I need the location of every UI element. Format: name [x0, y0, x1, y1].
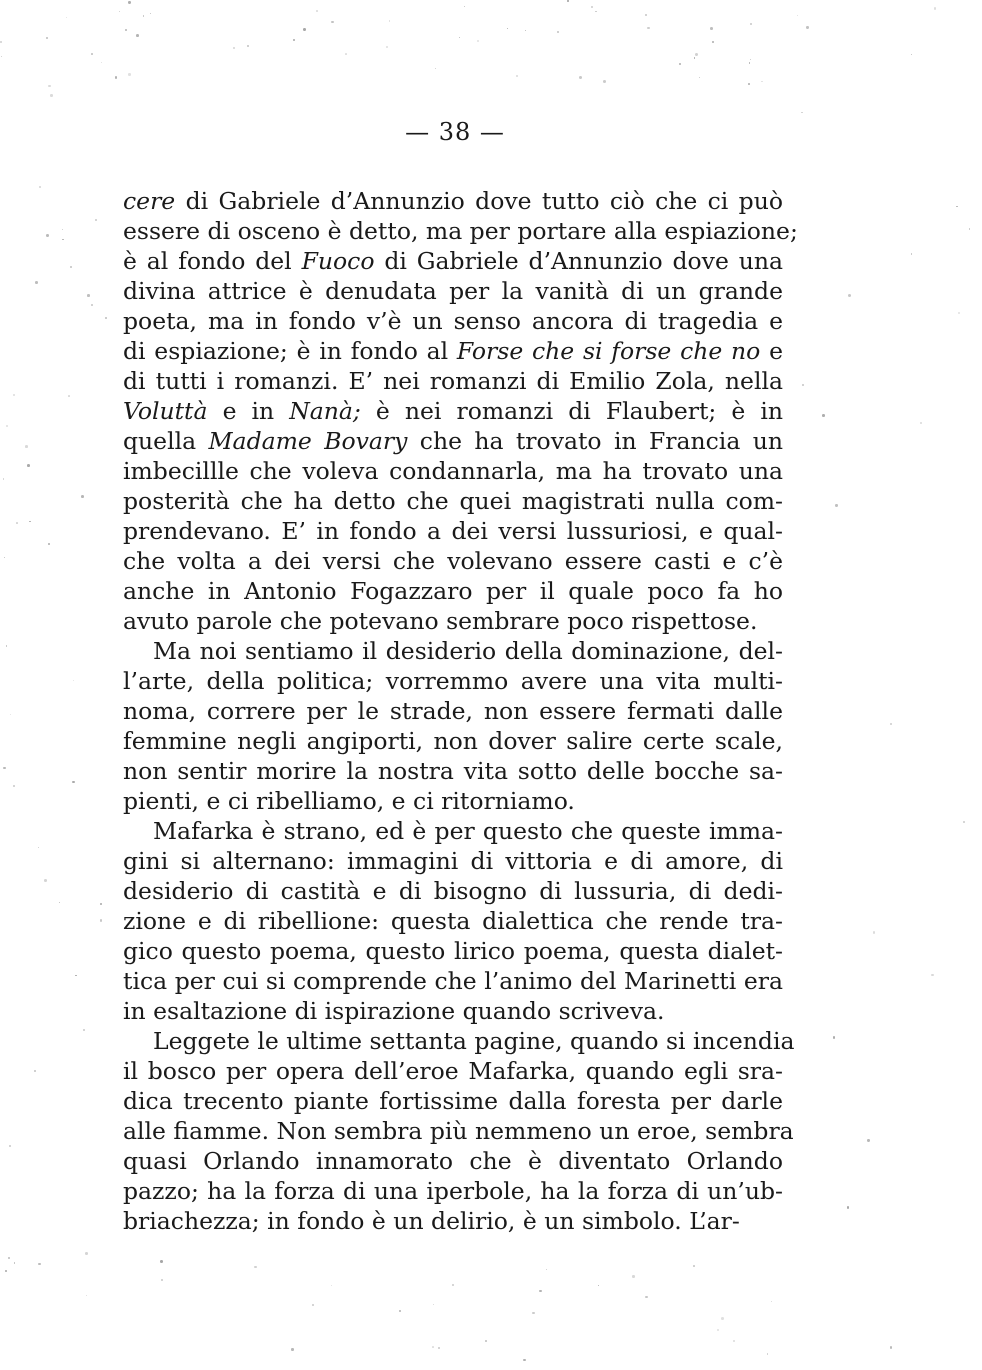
scan-speck — [694, 57, 696, 59]
scan-speck — [749, 62, 750, 63]
scan-speck — [477, 40, 479, 42]
scan-speck — [931, 974, 933, 976]
scan-speck — [38, 847, 39, 848]
text-line — [123, 696, 783, 726]
body-text — [123, 186, 798, 1236]
text-run: prendevano. E’ in fondo a dei versi lussuriosi, e qual- — [123, 517, 783, 545]
scan-speck — [95, 219, 97, 221]
scan-speck — [963, 821, 965, 823]
text-run: pazzo; ha la forza di una iperbole, ha la forza di un’ub- — [123, 1177, 783, 1205]
scan-speck — [143, 15, 145, 17]
text-run: Ma noi sentiamo il desiderio della dominazione, del- — [153, 637, 783, 665]
text-line — [123, 486, 783, 516]
scan-speck — [399, 1310, 401, 1312]
scan-speck — [91, 304, 93, 306]
scan-speck — [532, 1312, 535, 1315]
text-line — [123, 966, 783, 996]
text-run: gico questo poema, questo lirico poema, questa dialet- — [123, 937, 783, 965]
text-line — [123, 396, 783, 426]
scan-speck — [128, 1, 130, 3]
text-run: in esaltazione di ispirazione quando scriveva. — [123, 997, 665, 1025]
text-line — [123, 1146, 783, 1176]
scan-speck — [873, 931, 876, 934]
scan-speck — [27, 464, 30, 467]
scan-speck — [70, 266, 73, 269]
scan-speck — [934, 7, 937, 10]
text-line — [123, 576, 783, 606]
scan-speck — [911, 253, 912, 254]
text-line — [123, 426, 783, 456]
text-run: è al fondo del — [123, 247, 302, 275]
text-line — [123, 276, 783, 306]
scan-speck — [136, 34, 139, 37]
scan-speck — [464, 6, 465, 7]
scan-speck — [303, 28, 306, 31]
scan-speck — [833, 1036, 835, 1038]
scan-speck — [86, 1295, 87, 1296]
scan-speck — [717, 1329, 719, 1331]
text-run: e — [760, 337, 783, 365]
italic-title: Forse che si forse che no — [456, 337, 761, 365]
text-run: quella — [123, 427, 209, 455]
scan-speck — [331, 21, 333, 23]
scan-speck — [25, 445, 28, 448]
scan-speck — [595, 11, 597, 13]
scan-speck — [710, 27, 713, 30]
text-run: noma, correre per le strade, non essere fermati dalle — [123, 697, 783, 725]
text-run: divina attrice è denudata per la vanità di un grande — [123, 277, 783, 305]
scan-speck — [956, 206, 957, 207]
text-line — [123, 816, 783, 846]
italic-title: Nanà; — [289, 397, 361, 425]
text-line — [123, 756, 783, 786]
scan-speck — [100, 903, 102, 905]
scan-speck — [645, 14, 647, 16]
scan-speck — [160, 1260, 163, 1263]
scan-speck — [125, 29, 127, 31]
scan-speck — [46, 37, 48, 39]
scan-speck — [890, 1346, 892, 1348]
text-run: avuto parole che potevano sembrare poco rispettose. — [123, 607, 758, 635]
scan-speck — [59, 902, 60, 903]
scan-speck — [890, 723, 892, 725]
scan-speck — [546, 1269, 547, 1270]
text-line — [123, 366, 783, 396]
scan-speck — [733, 1340, 735, 1342]
scan-speck — [331, 1285, 332, 1286]
text-line — [123, 336, 783, 366]
text-run: zione e di ribellione: questa dialettica che rende tra- — [123, 907, 783, 935]
text-run: di tutti i romanzi. E’ nei romanzi di Emilio Zola, nella — [123, 367, 783, 395]
scan-speck — [433, 1304, 435, 1306]
scan-speck — [507, 28, 508, 29]
scan-speck — [46, 234, 49, 237]
text-run: alle fiamme. Non sembra più nemmeno un eroe, sembra — [123, 1117, 794, 1145]
text-line — [123, 456, 783, 486]
scan-speck — [452, 1284, 454, 1286]
scan-speck — [62, 239, 64, 241]
text-run: posterità che ha detto che quei magistrati nulla com- — [123, 487, 783, 515]
scan-speck — [761, 81, 763, 83]
scan-speck — [3, 478, 5, 480]
text-line — [123, 1176, 783, 1206]
text-line — [123, 306, 783, 336]
text-run: briachezza; in fondo è un delirio, è un simbolo. L’ar- — [123, 1207, 740, 1235]
scan-speck — [1, 56, 2, 57]
text-run: di Gabriele d’Annunzio dove tutto ciò che ci può — [175, 187, 783, 215]
scan-speck — [75, 975, 77, 977]
scan-speck — [100, 919, 103, 922]
scan-speck — [4, 557, 5, 558]
scan-speck — [38, 1263, 41, 1266]
scan-speck — [50, 94, 52, 96]
scan-speck — [39, 186, 42, 189]
scan-speck — [9, 1145, 11, 1147]
scan-speck — [920, 422, 922, 424]
scan-speck — [693, 1265, 695, 1267]
scan-speck — [8, 1257, 10, 1259]
text-run: imbecillle che voleva condannarla, ma ha trovato una — [123, 457, 783, 485]
text-line — [123, 186, 783, 216]
italic-title: Voluttà — [123, 397, 208, 425]
scan-speck — [435, 68, 436, 69]
text-run: che volta a dei versi che volevano essere casti e c’è — [123, 547, 783, 575]
scan-speck — [81, 495, 84, 498]
text-run: che ha trovato in Francia un — [407, 427, 783, 455]
text-run: di Gabriele d’Annunzio dove una — [374, 247, 784, 275]
text-line — [123, 516, 783, 546]
text-line — [123, 846, 783, 876]
paragraph — [123, 636, 783, 816]
scan-speck — [48, 543, 50, 545]
text-line — [123, 1086, 783, 1116]
scan-speck — [645, 1296, 647, 1298]
scan-speck — [72, 781, 75, 784]
text-line — [123, 216, 798, 246]
scan-speck — [5, 1270, 7, 1272]
scan-speck — [233, 47, 235, 49]
text-run: tica per cui si comprende che l’animo del Marinetti era — [123, 967, 783, 995]
scan-speck — [557, 31, 560, 34]
scan-speck — [801, 112, 802, 113]
scan-speck — [969, 228, 971, 230]
scan-speck — [10, 714, 11, 715]
scan-speck — [119, 11, 120, 12]
scan-speck — [62, 229, 63, 230]
paragraph — [123, 186, 798, 636]
paragraph — [123, 1026, 795, 1236]
scan-speck — [293, 39, 295, 41]
text-line — [123, 1026, 795, 1056]
scan-speck — [3, 767, 5, 769]
scan-speck — [0, 41, 2, 43]
scan-speck — [603, 80, 606, 83]
scan-speck — [848, 294, 851, 297]
scan-speck — [34, 1070, 36, 1072]
scan-speck — [598, 1285, 599, 1286]
scan-speck — [105, 317, 107, 319]
text-run: dica trecento piante fortissime dalla foresta per darle — [123, 1087, 783, 1115]
scan-speck — [525, 30, 526, 31]
scan-speck — [73, 680, 74, 681]
italic-title: Fuoco — [301, 247, 375, 275]
text-line — [123, 1206, 783, 1236]
scan-speck — [316, 10, 318, 12]
text-run: femmine negli angiporti, non dover salire certe scale, — [123, 727, 783, 755]
scan-speck — [797, 15, 798, 16]
scan-speck — [750, 23, 752, 25]
text-line — [123, 876, 783, 906]
text-run: e in — [207, 397, 290, 425]
scan-speck — [291, 1348, 293, 1350]
scan-speck — [591, 6, 593, 8]
text-run: Mafarka è strano, ed è per questo che queste imma- — [153, 817, 783, 845]
text-line — [123, 636, 783, 666]
scan-speck — [679, 63, 681, 65]
scan-speck — [822, 414, 825, 417]
italic-title: cere — [123, 187, 176, 215]
text-line — [123, 996, 783, 1026]
scan-speck — [485, 1340, 487, 1342]
text-line — [123, 546, 783, 576]
scan-speck — [312, 1304, 314, 1306]
scan-speck — [247, 45, 249, 47]
text-run: il bosco per opera dell’eroe Mafarka, quando egli sra- — [123, 1057, 783, 1085]
scan-speck — [29, 521, 30, 522]
scan-speck — [128, 73, 130, 75]
scan-speck — [161, 1279, 163, 1281]
scan-speck — [35, 281, 38, 284]
scan-speck — [695, 53, 698, 56]
scan-speck — [767, 1353, 768, 1354]
text-line — [123, 606, 783, 636]
scan-speck — [958, 312, 961, 315]
scan-speck — [867, 1139, 869, 1141]
text-line — [123, 1116, 794, 1146]
scan-speck — [91, 53, 93, 55]
scan-speck — [16, 522, 18, 524]
scan-speck — [13, 394, 15, 396]
text-run: anche in Antonio Fogazzaro per il quale poco fa ho — [123, 577, 783, 605]
scan-speck — [85, 1252, 88, 1255]
italic-title: Madame Bovary — [208, 427, 408, 455]
scan-speck — [539, 1290, 542, 1293]
text-line — [123, 786, 783, 816]
scan-speck — [432, 1346, 434, 1348]
scan-speck — [68, 395, 70, 397]
scan-speck — [150, 13, 152, 15]
scan-speck — [632, 1275, 634, 1277]
text-line — [123, 1056, 783, 1086]
text-line — [123, 666, 783, 696]
scan-speck — [911, 54, 912, 55]
scan-speck — [83, 1029, 85, 1031]
text-line — [123, 936, 783, 966]
scan-speck — [647, 27, 650, 30]
scan-speck — [771, 1301, 772, 1302]
text-line — [123, 726, 783, 756]
scan-speck — [254, 1266, 257, 1269]
scan-speck — [66, 17, 68, 19]
scan-speck — [345, 53, 347, 55]
scan-speck — [523, 1359, 525, 1361]
text-run: desiderio di castità e di bisogno di lussuria, di dedi- — [123, 877, 783, 905]
scan-speck — [712, 41, 714, 43]
scan-speck — [386, 46, 388, 48]
text-run: Leggete le ultime settanta pagine, quando si incendia — [153, 1027, 795, 1055]
scan-speck — [806, 26, 808, 28]
text-run: pienti, e ci ribelliamo, e ci ritorniamo. — [123, 787, 575, 815]
scan-speck — [750, 59, 751, 60]
scan-speck — [87, 294, 90, 297]
scan-speck — [835, 504, 837, 506]
scan-speck — [721, 1317, 724, 1320]
text-run: gini si alternano: immagini di vittoria e di amore, di — [123, 847, 783, 875]
text-run: essere di osceno è detto, ma per portare alla espiazione; — [123, 217, 798, 245]
text-run: di espiazione; è in fondo al — [123, 337, 457, 365]
text-run: quasi Orlando innamorato che è diventato Orlando — [123, 1147, 783, 1175]
text-run: è nei romanzi di Flaubert; è in — [360, 397, 783, 425]
scan-speck — [699, 77, 700, 78]
scan-speck — [14, 1262, 15, 1263]
scan-speck — [389, 20, 391, 22]
scan-speck — [802, 384, 803, 385]
scan-speck — [438, 1347, 440, 1349]
paragraph — [123, 816, 783, 1026]
scan-speck — [847, 1206, 849, 1208]
scan-speck — [6, 645, 7, 646]
scan-speck — [516, 75, 519, 78]
scan-speck — [459, 37, 460, 38]
scan-speck — [579, 76, 582, 79]
scan-speck — [48, 85, 51, 88]
text-run: non sentir morire la nostra vita sotto delle bocche sa- — [123, 757, 783, 785]
scan-speck — [6, 425, 8, 427]
scan-speck — [44, 879, 47, 882]
scan-speck — [101, 62, 102, 63]
text-run: l’arte, della politica; vorremmo avere una vita multi- — [123, 667, 783, 695]
text-line — [123, 906, 783, 936]
text-line — [123, 246, 783, 276]
text-run: poeta, ma in fondo v’è un senso ancora di tragedia e — [123, 307, 783, 335]
scan-speck — [748, 83, 750, 85]
scan-speck — [115, 76, 118, 79]
scan-speck — [567, 0, 568, 1]
scan-speck — [13, 785, 15, 787]
page-number: — 38 — — [405, 118, 505, 146]
